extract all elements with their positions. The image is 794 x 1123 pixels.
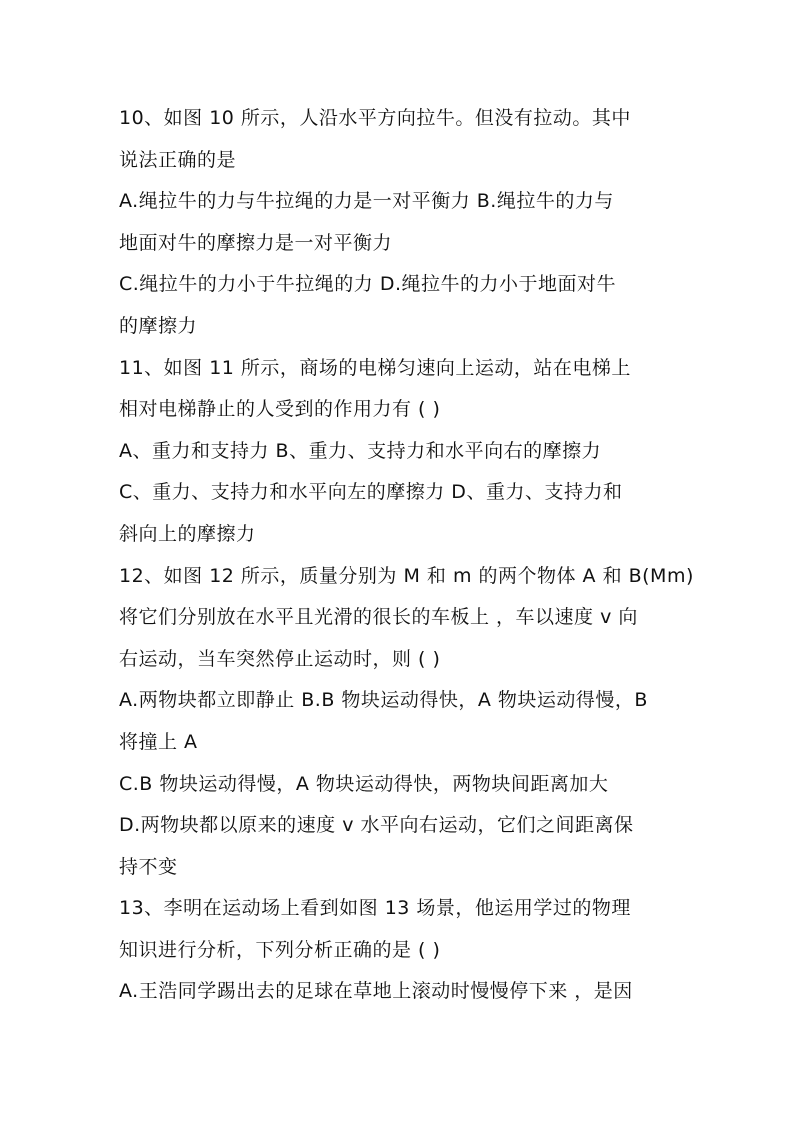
- text-line: D.两物块都以原来的速度 v 水平向右运动，它们之间距离保: [119, 814, 634, 837]
- text-line: 相对电梯静止的人受到的作用力有 ( ): [119, 398, 441, 421]
- text-line: C.绳拉牛的力小于牛拉绳的力 D.绳拉牛的力小于地面对牛: [119, 273, 617, 296]
- text-line: 12、如图 12 所示，质量分别为 M 和 m 的两个物体 A 和 B(Mm): [119, 564, 694, 587]
- text-line: A.两物块都立即静止 B.B 物块运动得快，A 物块运动得慢，B: [119, 689, 648, 712]
- text-line: A.绳拉牛的力与牛拉绳的力是一对平衡力 B.绳拉牛的力与: [119, 190, 614, 213]
- text-line: 右运动，当车突然停止运动时，则 ( ): [119, 647, 441, 670]
- text-line: A、重力和支持力 B、重力、支持力和水平向右的摩擦力: [119, 439, 602, 462]
- text-line: C、重力、支持力和水平向左的摩擦力 D、重力、支持力和: [119, 481, 623, 504]
- text-line: 13、李明在运动场上看到如图 13 场景，他运用学过的物理: [119, 897, 631, 920]
- text-line: 斜向上的摩擦力: [119, 522, 256, 545]
- text-line: 知识进行分析，下列分析正确的是 ( ): [119, 938, 441, 961]
- text-line: 11、如图 11 所示，商场的电梯匀速向上运动，站在电梯上: [119, 356, 631, 379]
- text-line: C.B 物块运动得慢，A 物块运动得快，两物块间距离加大: [119, 772, 609, 795]
- text-line: 说法正确的是: [119, 148, 237, 171]
- text-line: A.王浩同学踢出去的足球在草地上滚动时慢慢停下来 ，是因: [119, 980, 633, 1003]
- text-line: 将它们分别放在水平且光滑的很长的车板上 ，车以速度 v 向: [119, 606, 638, 629]
- text-line: 地面对牛的摩擦力是一对平衡力: [119, 231, 393, 254]
- text-line: 10、如图 10 所示，人沿水平方向拉牛。但没有拉动。其中: [119, 107, 631, 129]
- text-line: 的摩擦力: [119, 314, 198, 337]
- text-line: 将撞上 A: [119, 730, 198, 753]
- question-text-block: [119, 103, 694, 1018]
- text-line: 持不变: [119, 855, 178, 878]
